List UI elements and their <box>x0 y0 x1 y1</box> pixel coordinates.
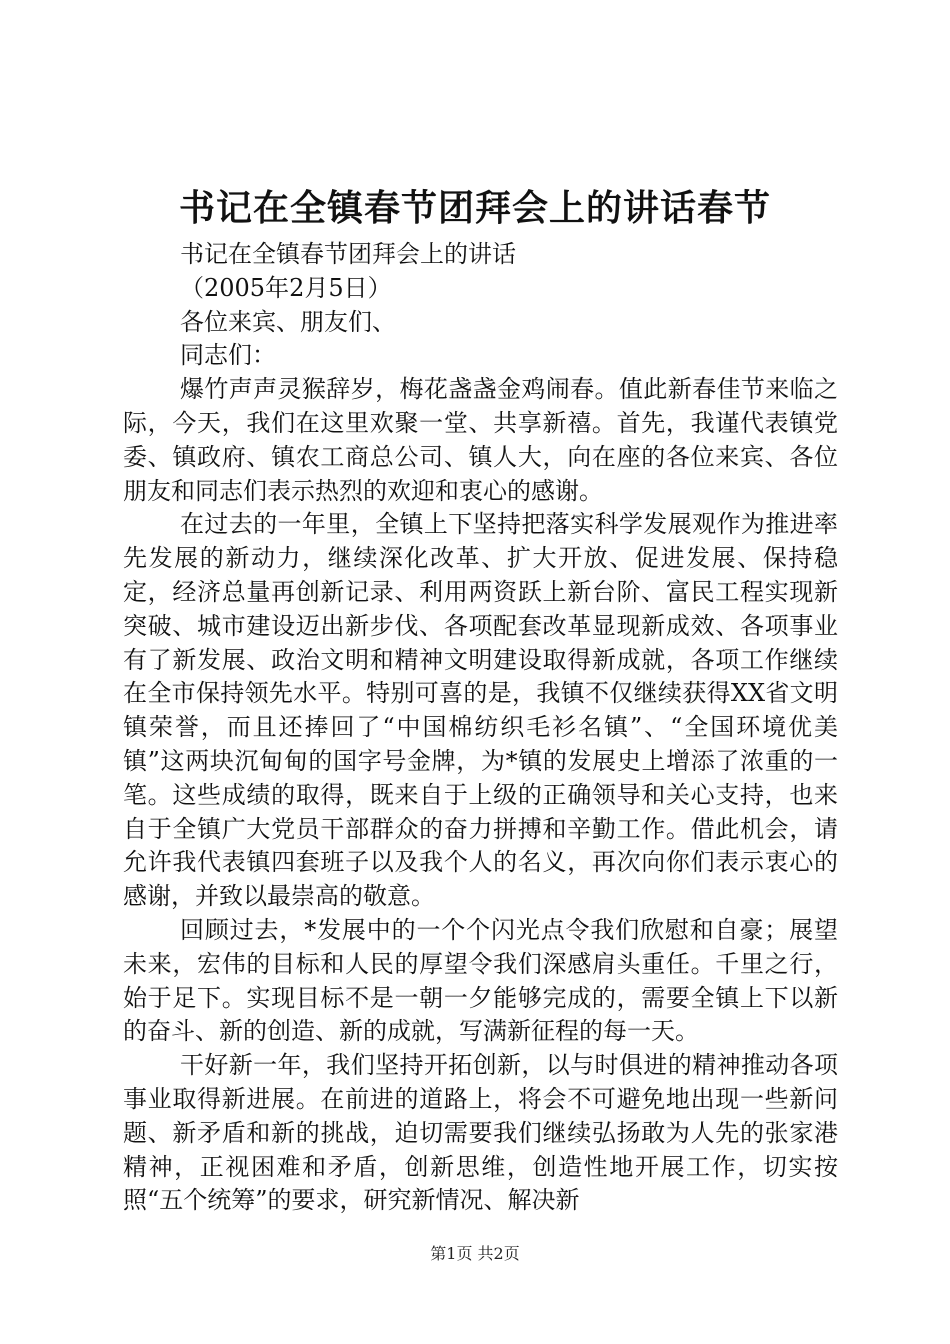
paragraph-2: 在过去的一年里，全镇上下坚持把落实科学发展观作为推进率先发展的新动力，继续深化改革、扩大开放、促进发展、保持稳定，经济总量再创新记录、利用两资跃上新台阶、富民工程实现新突破、城市建设迈出新步伐、各项配套改革显现新成效、各项事业有了新发展、政治文明和精神文明建设取得新成就，各项工作继续在全市保持领先水平。特别可喜的是，我镇不仅继续获得XX省文明镇荣誉，而且还捧回了“中国棉纺织毛衫名镇”、“全国环境优美镇”这两块沉甸甸的国字号金牌，为*镇的发展史上增添了浓重的一笔。这些成绩的取得，既来自于上级的正确领导和关心支持，也来自于全镇广大党员干部群众的奋力拼搏和辛勤工作。借此机会，请允许我代表镇四套班子以及我个人的名义，再次向你们表示衷心的感谢，并致以最崇高的敬意。 <box>123 510 838 911</box>
salutation-comrades: 同志们： <box>180 341 276 370</box>
paragraph-1: 爆竹声声灵猴辞岁，梅花盏盏金鸡闹春。值此新春佳节来临之际，今天，我们在这里欢聚一堂、共享新禧。首先，我谨代表镇党委、镇政府、镇农工商总公司、镇人大，向在座的各位来宾、各位朋友和同志们表示热烈的欢迎和衷心的感谢。 <box>123 375 838 505</box>
salutation-guests: 各位来宾、朋友们、 <box>180 307 396 336</box>
document-body <box>123 238 838 1218</box>
paragraph-3: 回顾过去，*发展中的一个个闪光点令我们欣慰和自豪；展望未来，宏伟的目标和人民的厚望令我们深感肩头重任。千里之行，始于足下。实现目标不是一朝一夕能够完成的，需要全镇上下以新的奋斗、新的创造、新的成就，写满新征程的每一天。 <box>123 915 838 1046</box>
speech-date: （2005年2月5日） <box>180 273 392 302</box>
document-title: 书记在全镇春节团拜会上的讲话春节 <box>178 187 771 229</box>
paragraph-4: 干好新一年，我们坚持开拓创新，以与时俱进的精神推动各项事业取得新进展。在前进的道路上，将会不可避免地出现一些新问题、新矛盾和新的挑战，迫切需要我们继续弘扬敢为人先的张家港精神，正视困难和矛盾，创新思维，创造性地开展工作，切实按照“五个统筹”的要求，研究新情况、解决新 <box>123 1051 838 1215</box>
page-number-footer: 第1页 共2页 <box>430 1244 520 1263</box>
speech-subtitle: 书记在全镇春节团拜会上的讲话 <box>180 240 516 268</box>
